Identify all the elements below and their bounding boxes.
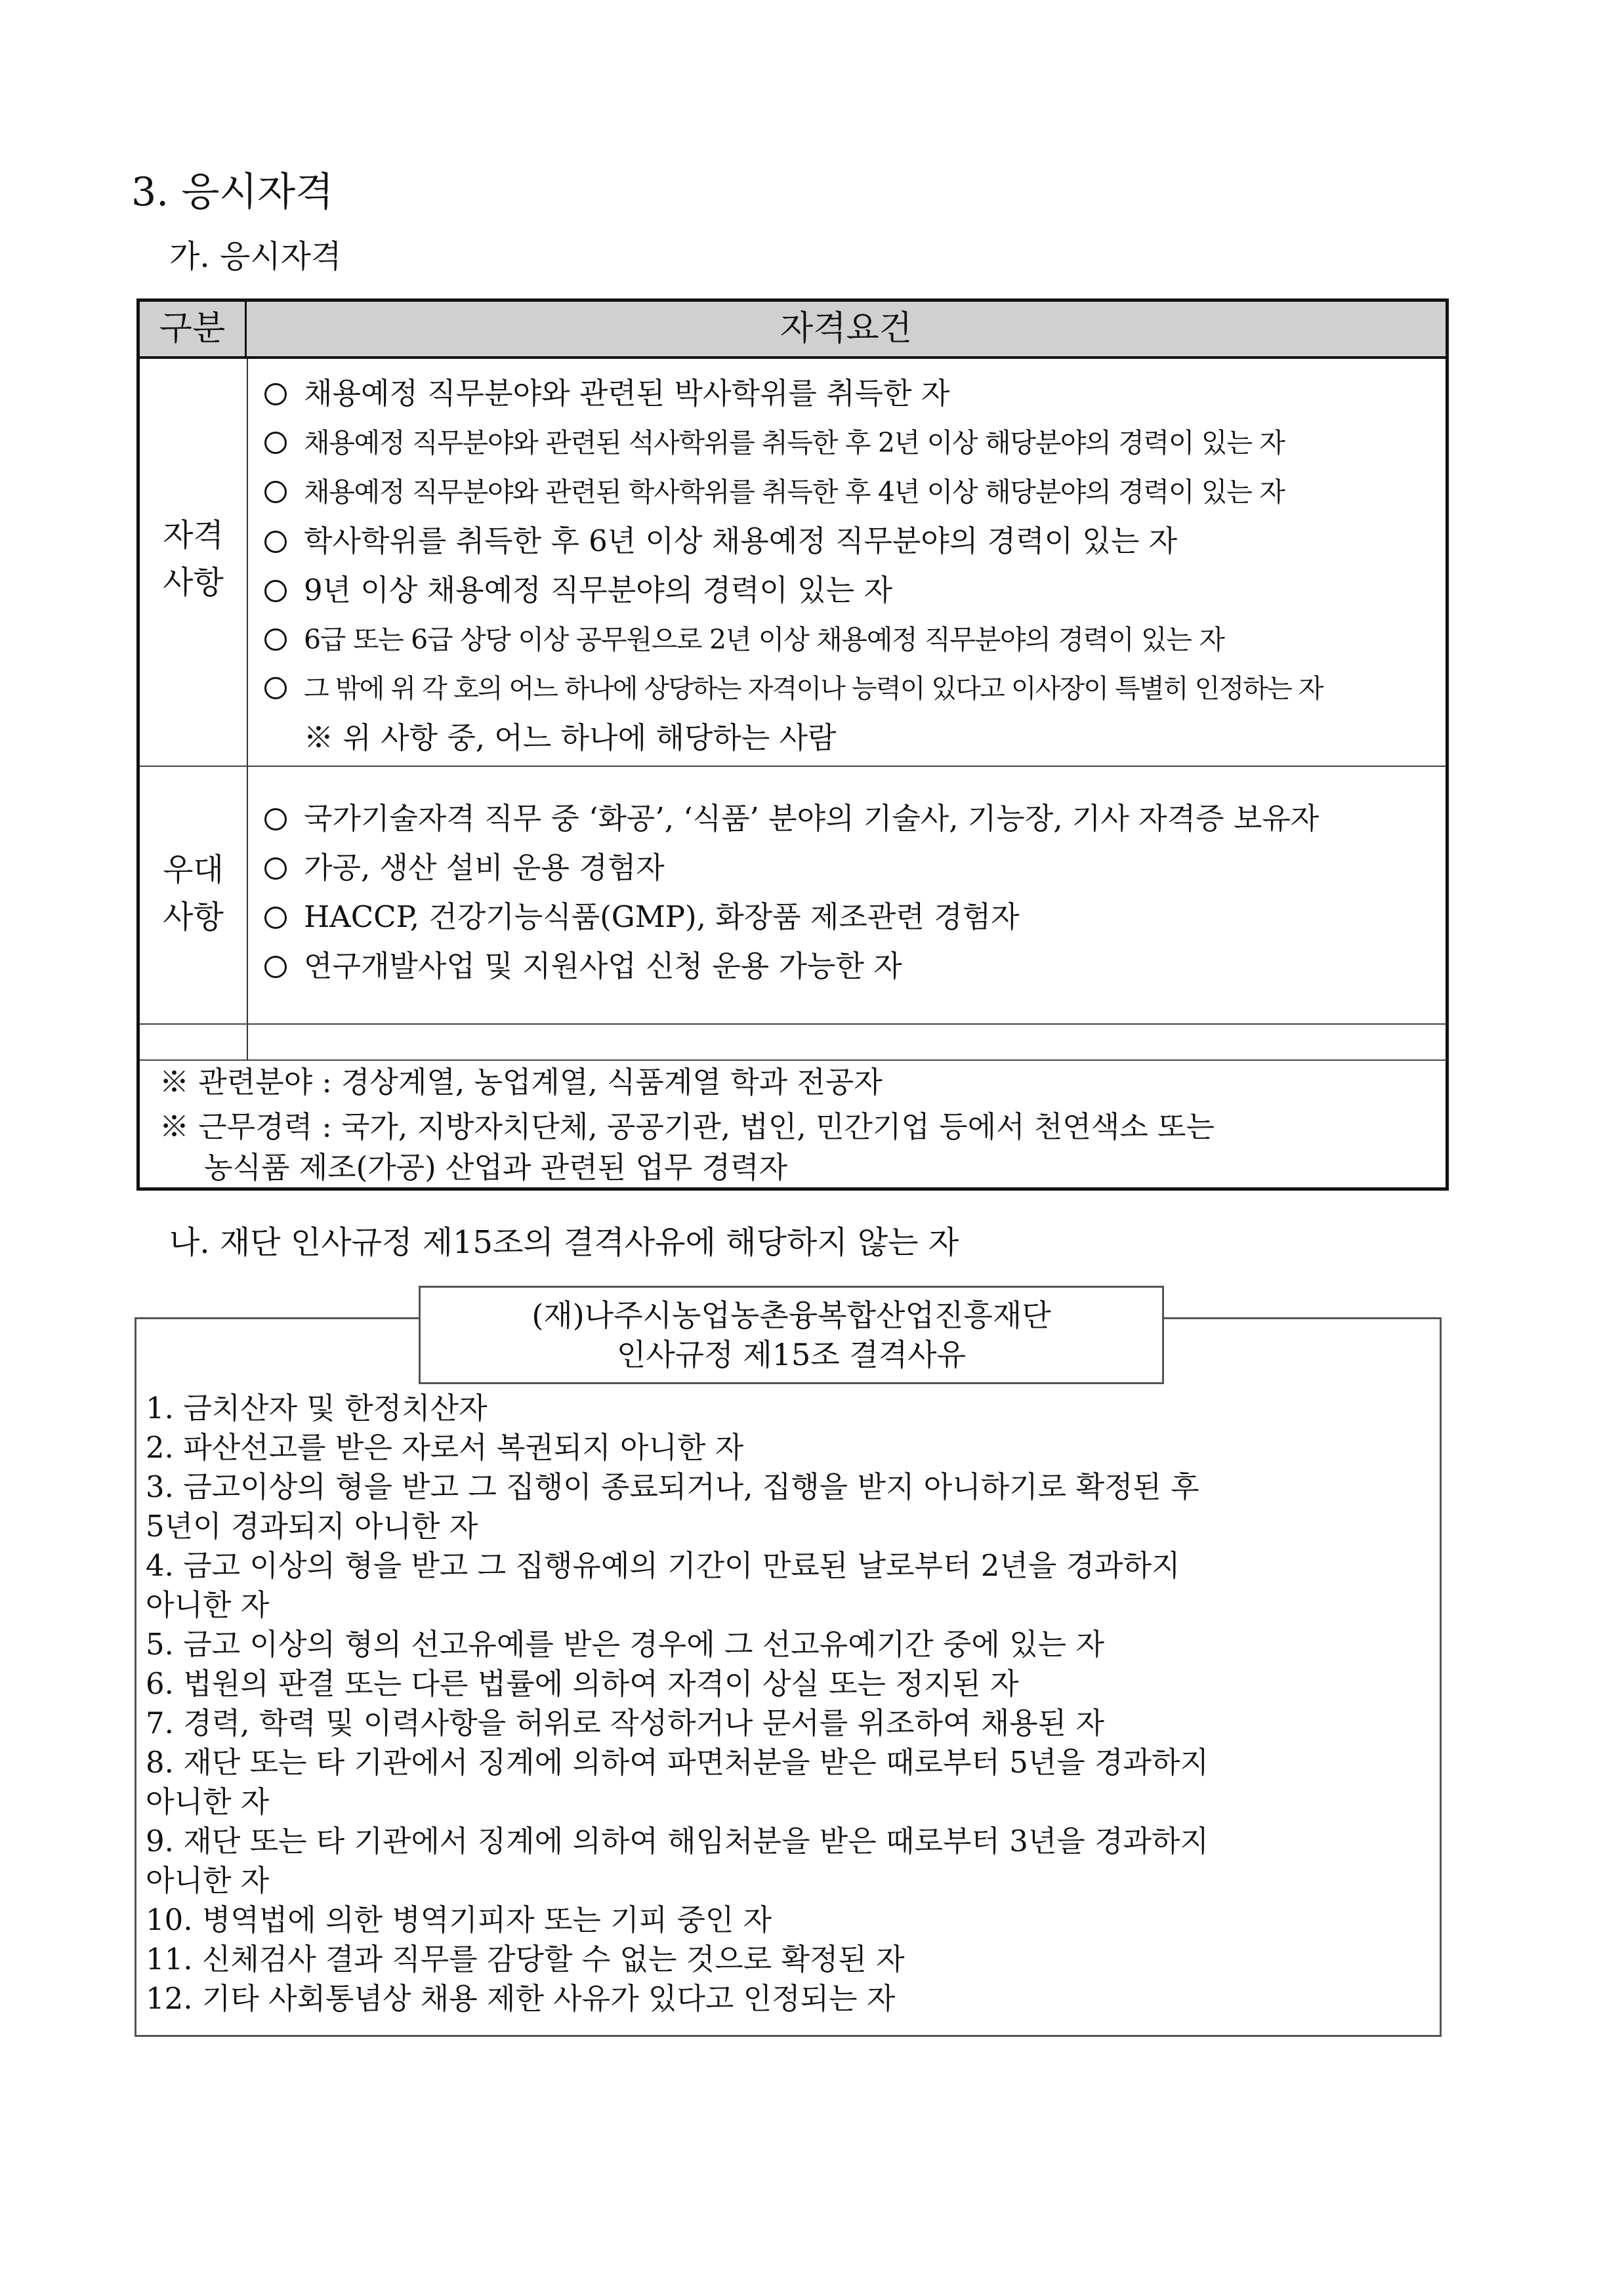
circle-bullet-icon	[264, 808, 287, 830]
disqualification-line: 5년이 경과되지 아니한 자	[146, 1509, 478, 1544]
disqualification-line: 아니한 자	[146, 1863, 270, 1898]
disqualification-line: 5. 금고 이상의 형의 선고유예를 받은 경우에 그 선고유예기간 중에 있는 자	[146, 1627, 1104, 1662]
circle-bullet-icon	[264, 857, 287, 880]
subsection-title-qualification: 가. 응시자격	[169, 238, 342, 275]
circle-bullet-icon	[264, 677, 287, 699]
disqualification-line: 아니한 자	[146, 1784, 270, 1819]
row-label-line: 사항	[163, 899, 224, 935]
footnote-related-field: ※ 관련분야 : 경상계열, 농업계열, 식품계열 학과 전공자	[159, 1065, 883, 1099]
qualification-item: 6급 또는 6급 상당 이상 공무원으로 2년 이상 채용예정 직무분야의 경력이 있는 자	[264, 620, 1224, 659]
disqualification-line: 11. 신체검사 결과 직무를 감당할 수 없는 것으로 확정된 자	[146, 1942, 905, 1977]
circle-bullet-icon	[264, 907, 287, 929]
footnote-work-experience: ※ 근무경력 : 국가, 지방자치단체, 공공기관, 법인, 민간기업 등에서 천연색소 또는	[159, 1109, 1215, 1144]
row-label-line: 사항	[163, 564, 224, 601]
section-title: 3. 응시자격	[131, 169, 334, 215]
header-requirements: 자격요건	[780, 309, 912, 348]
row-divider	[140, 766, 1446, 767]
preference-item: 연구개발사업 및 지원사업 신청 운용 가능한 자	[264, 947, 902, 986]
row-divider	[140, 1059, 1446, 1061]
disqualification-line: 8. 재단 또는 타 기관에서 징계에 의하여 파면처분을 받은 때로부터 5년을 경과하지	[146, 1745, 1209, 1780]
qualification-item: 채용예정 직무분야와 관련된 석사학위를 취득한 후 2년 이상 해당분야의 경력이 있는 자	[264, 423, 1285, 462]
footnote-work-experience-cont: 농식품 제조(가공) 산업과 관련된 업무 경력자	[204, 1150, 788, 1185]
qualification-note: ※ 위 사항 중, 어느 하나에 해당하는 사람	[304, 720, 837, 755]
row-label-line: 자격	[163, 517, 224, 554]
row-divider	[140, 1023, 1446, 1025]
disqualification-line: 1. 금치산자 및 한정치산자	[146, 1391, 488, 1425]
row-label-preference	[140, 846, 247, 941]
qualification-item: 그 밖에 위 각 호의 어느 하나에 상당하는 자격이나 능력이 있다고 이사장이 특별히 인정하는 자	[264, 669, 1323, 708]
header-category: 구분	[140, 302, 247, 356]
circle-bullet-icon	[264, 956, 287, 978]
disqualification-line: 9. 재단 또는 타 기관에서 징계에 의하여 해임처분을 받은 때로부터 3년을 경과하지	[146, 1824, 1209, 1858]
circle-bullet-icon	[264, 481, 287, 503]
disqualification-line: 2. 파산선고를 받은 자로서 복권되지 아니한 자	[146, 1430, 744, 1465]
disqualification-line: 4. 금고 이상의 형을 받고 그 집행유예의 기간이 만료된 날로부터 2년을 경과하지	[146, 1548, 1180, 1583]
preference-item: HACCP, 건강기능식품(GMP), 화장품 제조관련 경험자	[264, 897, 1020, 937]
disqualification-line: 3. 금고이상의 형을 받고 그 집행이 종료되거나, 집행을 받지 아니하기로 확정된 후	[146, 1469, 1199, 1504]
qualification-item: 채용예정 직무분야와 관련된 박사학위를 취득한 자	[264, 374, 949, 413]
preference-item: 국가기술자격 직무 중 ‘화공’, ‘식품’ 분야의 기술사, 기능장, 기사 자격증 보유자	[264, 799, 1319, 838]
subsection-title-disqualification: 나. 재단 인사규정 제15조의 결격사유에 해당하지 않는 자	[169, 1224, 959, 1261]
qualification-item: 학사학위를 취득한 후 6년 이상 채용예정 직무분야의 경력이 있는 자	[264, 522, 1177, 561]
circle-bullet-icon	[264, 628, 287, 651]
table-header-row	[140, 302, 1446, 359]
disqualification-line: 12. 기타 사회통념상 채용 제한 사유가 있다고 인정되는 자	[146, 1981, 896, 2016]
circle-bullet-icon	[264, 580, 287, 602]
circle-bullet-icon	[264, 432, 287, 454]
circle-bullet-icon	[264, 383, 287, 405]
qualification-item: 9년 이상 채용예정 직무분야의 경력이 있는 자	[264, 571, 892, 610]
row-label-line: 우대	[163, 851, 224, 888]
disqualification-title	[419, 1286, 1164, 1384]
disqualification-title-org: (재)나주시농업농촌융복합산업진흥재단	[531, 1298, 1051, 1333]
qualification-table	[136, 298, 1449, 1191]
circle-bullet-icon	[264, 531, 287, 553]
row-label-qualification	[140, 512, 247, 606]
preference-item: 가공, 생산 설비 운용 경험자	[264, 848, 665, 888]
disqualification-line: 10. 병역법에 의한 병역기피자 또는 기피 중인 자	[146, 1902, 772, 1937]
qualification-item: 채용예정 직무분야와 관련된 학사학위를 취득한 후 4년 이상 해당분야의 경력이 있는 자	[264, 472, 1285, 512]
disqualification-line: 7. 경력, 학력 및 이력사항을 허위로 작성하거나 문서를 위조하여 채용된 자	[146, 1706, 1104, 1740]
column-divider	[247, 359, 248, 1059]
disqualification-line: 아니한 자	[146, 1588, 270, 1622]
disqualification-title-rule: 인사규정 제15조 결격사유	[616, 1337, 967, 1372]
disqualification-line: 6. 법원의 판결 또는 다른 법률에 의하여 자격이 상실 또는 정지된 자	[146, 1666, 1019, 1701]
